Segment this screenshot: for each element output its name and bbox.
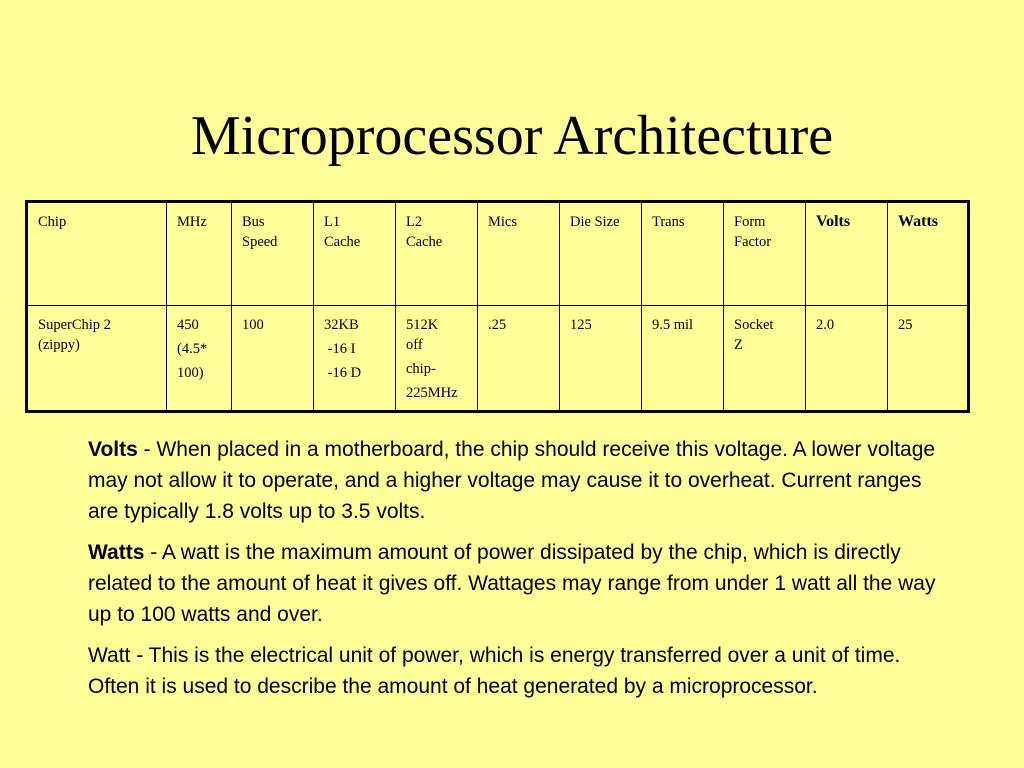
cell-bus-speed: 100 <box>232 306 314 412</box>
header-watts: Watts <box>888 202 969 306</box>
cell-trans: 9.5 mil <box>642 306 724 412</box>
volts-term: Volts <box>88 438 138 461</box>
header-l2-cache: L2 Cache <box>396 202 478 306</box>
cell-l1-cache: 32KB -16 I -16 D <box>314 306 396 412</box>
header-bus-speed: Bus Speed <box>232 202 314 306</box>
cell-die-size: 125 <box>560 306 642 412</box>
cell-mhz: 450 (4.5* 100) <box>167 306 232 412</box>
chip-spec-table <box>25 200 970 413</box>
cell-form-factor: Socket Z <box>724 306 806 412</box>
watts-paragraph <box>88 537 938 630</box>
volts-paragraph <box>88 434 938 527</box>
watts-term: Watts <box>88 541 145 564</box>
table-row <box>27 306 969 412</box>
slide-title: Microprocessor Architecture <box>190 105 834 167</box>
header-volts: Volts <box>806 202 888 306</box>
header-mics: Mics <box>478 202 560 306</box>
cell-chip: SuperChip 2 (zippy) <box>27 306 167 412</box>
watts-definition: - A watt is the maximum amount of power dissipated by the chip, which is directly related to the amount of heat it gives off. Wattages may range from under 1 watt all the way up to 100 watts and over. <box>88 541 936 626</box>
header-form-factor: Form Factor <box>724 202 806 306</box>
header-die-size: Die Size <box>560 202 642 306</box>
header-mhz: MHz <box>167 202 232 306</box>
cell-l2-cache: 512K off chip- 225MHz <box>396 306 478 412</box>
table-header-row <box>27 202 969 306</box>
volts-definition: - When placed in a motherboard, the chip should receive this voltage. A lower voltage may not allow it to operate, and a higher voltage may cause it to overheat. Current ranges are typically 1.8 volts up to 3.5 volts. <box>88 438 936 523</box>
header-trans: Trans <box>642 202 724 306</box>
header-l1-cache: L1 Cache <box>314 202 396 306</box>
cell-mics: .25 <box>478 306 560 412</box>
watt-unit-paragraph: Watt - This is the electrical unit of power, which is energy transferred over a unit of time. Often it is used to describe the amount of heat generated by a microprocessor. <box>88 644 901 698</box>
cell-watts: 25 <box>888 306 969 412</box>
cell-volts: 2.0 <box>806 306 888 412</box>
definitions-text <box>88 434 938 712</box>
header-chip: Chip <box>27 202 167 306</box>
